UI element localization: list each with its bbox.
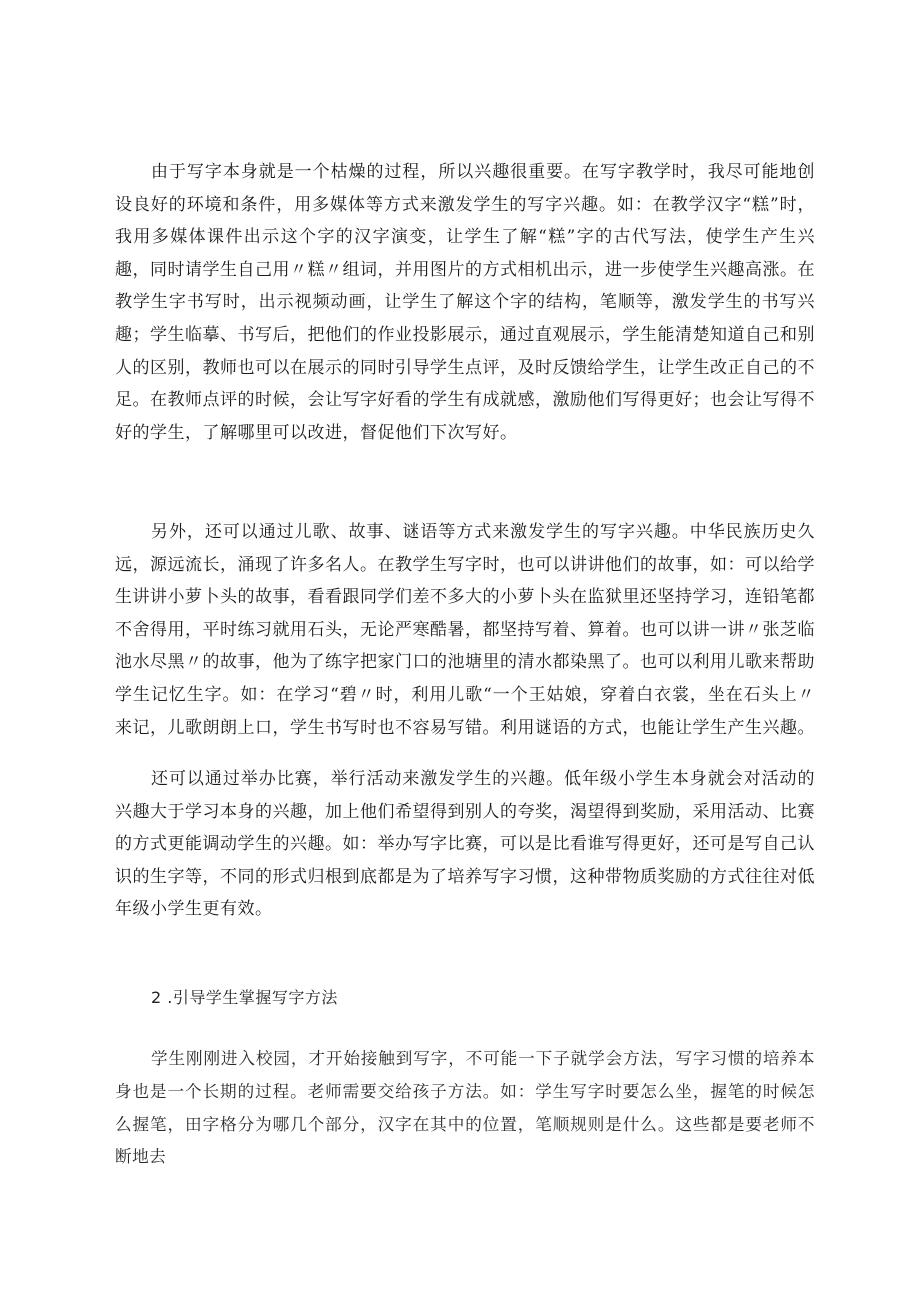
paragraph-interest-importance: 由于写字本身就是一个枯燥的过程，所以兴趣很重要。在写字教学时，我尽可能地创设良好的环境和条件，用多媒体等方式来激发学生的写字兴趣。如：在教学汉字“糕”时，我用多媒体课件出示这个字的汉字演变，让学生了解“糕”字的古代写法，使学生产生兴趣，同时请学生自己用〃糕〃组词，并用图片的方式相机出示，进一步使学生兴趣高涨。在教学生字书写时，出示视频动画，让学生了解这个字的结构，笔顺等，激发学生的书写兴趣；学生临摹、书写后，把他们的作业投影展示，通过直观展示，学生能清楚知道自己和别人的区别，教师也可以在展示的同时引导学生点评，及时反馈给学生，让学生改正自己的不足。在教师点评的时候，会让写字好看的学生有成就感，激励他们写得更好；也会让写得不好的学生，了解哪里可以改进，督促他们下次写好。 — [115, 162, 815, 443]
paragraph-songs-stories-riddles: 另外，还可以通过儿歌、故事、谜语等方式来激发学生的写字兴趣。中华民族历史久远，源远流长，涌现了许多名人。在教学生写字时，也可以讲讲他们的故事，如：可以给学生讲讲小萝卜头的故事，看看跟同学们差不多大的小萝卜头在监狱里还坚持学习，连铅笔都不舍得用，平时练习就用石头，无论严寒酷暑，都坚持写着、算着。也可以讲一讲〃张芝临池水尽黑〃的故事，他为了练字把家门口的池塘里的清水都染黑了。也可以利用儿歌来帮助学生记忆生字。如：在学习“碧〃时，利用儿歌“一个王姑娘，穿着白衣裳，坐在石头上〃来记，儿歌朗朗上口，学生书写时也不容易写错。利用谜语的方式，也能让学生产生兴趣。 — [115, 522, 815, 738]
paragraph-competitions-activities: 还可以通过举办比赛，举行活动来激发学生的兴趣。低年级小学生本身就会对活动的兴趣大于学习本身的兴趣，加上他们希望得到别人的夸奖，渴望得到奖励，采用活动、比赛的方式更能调动学生的兴趣。如：举办写字比赛，可以是比看谁写得更好，还可是写自己认识的生字等，不同的形式归根到底都是为了培养写字习惯，这种带物质奖励的方式往往对低年级小学生更有效。 — [115, 769, 815, 920]
section-heading-writing-methods: 2 .引导学生掌握写字方法 — [151, 988, 338, 1007]
paragraph-writing-methods: 学生刚刚进入校园，才开始接触到写字，不可能一下子就学会方法，写字习惯的培养本身也是一个长期的过程。老师需要交给孩子方法。如：学生写字时要怎么坐，握笔的时候怎么握笔，田字格分为哪几个部分，汉字在其中的位置，笔顺规则是什么。这些都是要老师不断地去 — [115, 1049, 815, 1167]
